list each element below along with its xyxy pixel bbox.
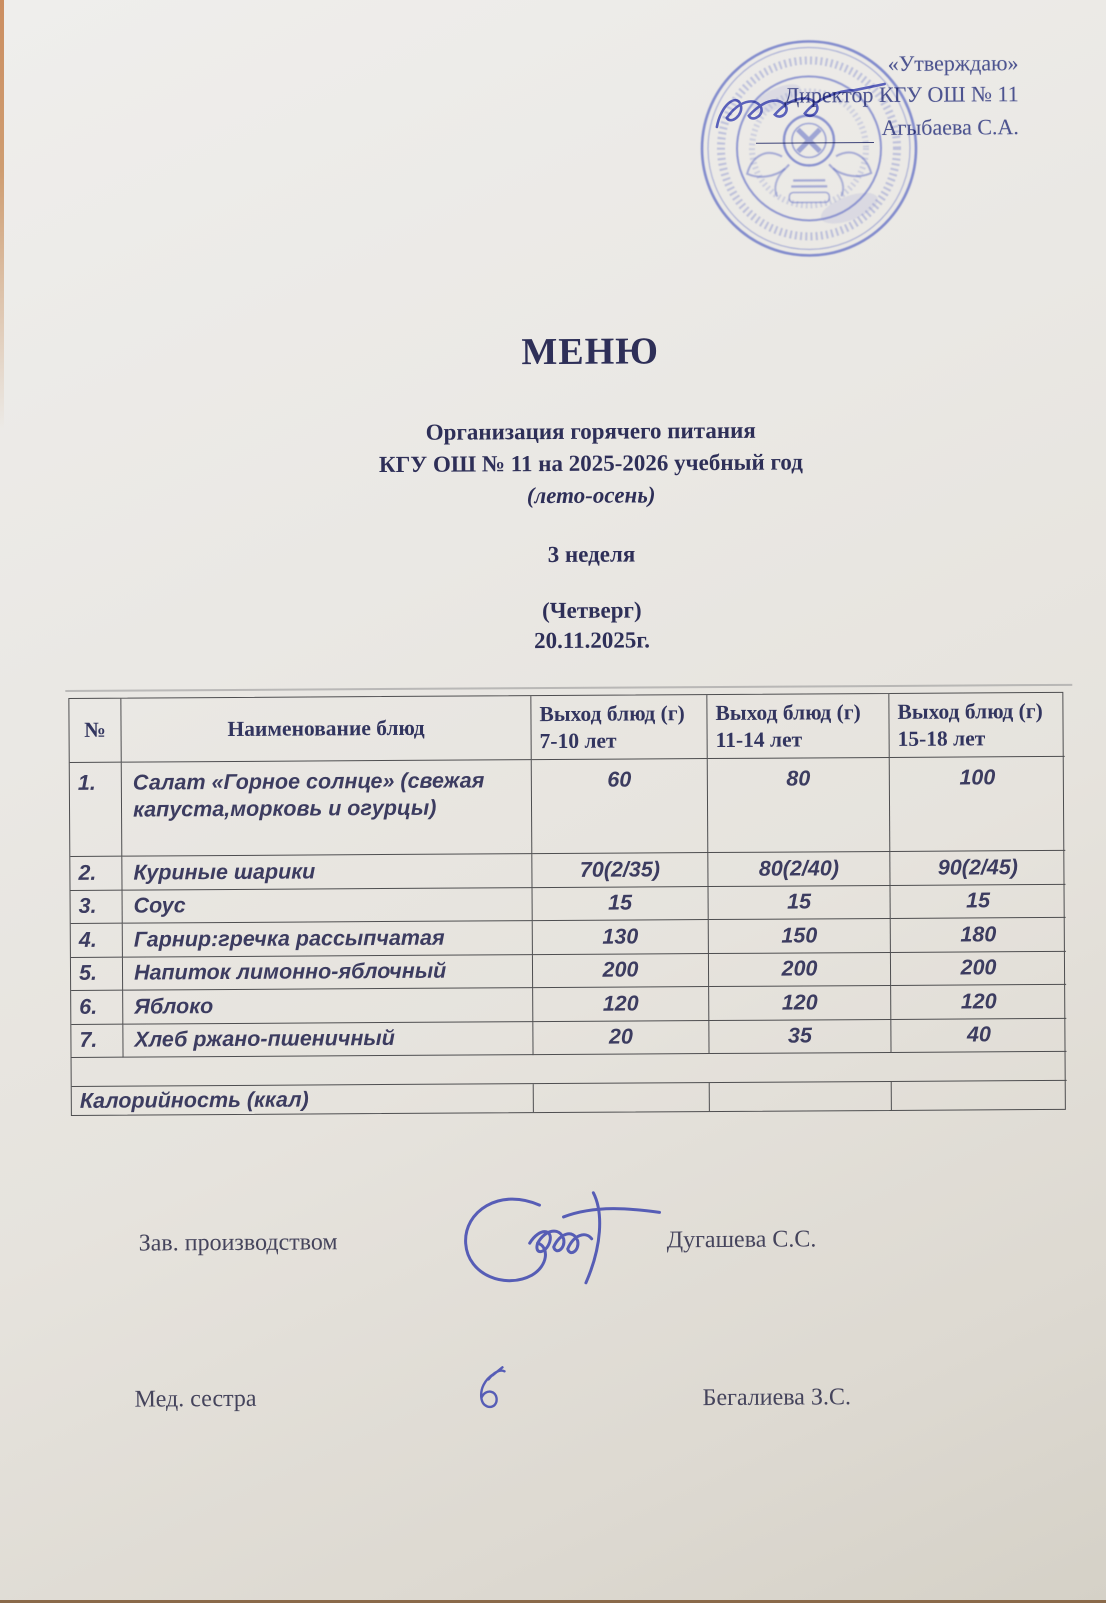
output-7-10: 200 — [533, 954, 709, 989]
director-title-line: Директор КГУ ОШ № 11 — [784, 81, 1019, 108]
output-11-14: 15 — [709, 885, 891, 920]
nurse-signature — [466, 1363, 510, 1419]
col-header-output-7-10: Выход блюд (г) 7-10 лет — [531, 695, 707, 760]
calories-7-10 — [534, 1083, 710, 1112]
production-manager-name: Дугашева С.С. — [666, 1226, 817, 1254]
output-15-18: 180 — [891, 918, 1066, 953]
dish-name: Хлеб ржано-пшеничный — [123, 1022, 533, 1058]
dish-name: Соус — [123, 888, 533, 924]
title-block — [76, 327, 1106, 659]
output-15-18: 120 — [891, 985, 1066, 1020]
output-15-18: 100 — [890, 757, 1066, 852]
dish-name: Напиток лимонно-яблочный — [123, 955, 533, 991]
output-11-14: 35 — [709, 1019, 891, 1054]
calories-15-18 — [892, 1081, 1067, 1110]
dish-name: Гарнир:гречка рассыпчатая — [123, 921, 533, 957]
director-signature — [709, 82, 894, 143]
official-round-stamp-icon — [688, 28, 929, 269]
output-11-14: 120 — [709, 986, 891, 1021]
output-15-18: 15 — [891, 884, 1066, 919]
output-15-18: 90(2/45) — [890, 851, 1065, 886]
output-11-14: 80 — [708, 758, 891, 853]
dish-name: Куриные шарики — [122, 854, 532, 890]
season-label: (лето-осень) — [526, 482, 656, 509]
output-11-14: 150 — [709, 919, 891, 954]
output-15-18: 40 — [891, 1018, 1066, 1053]
output-7-10: 70(2/35) — [532, 853, 708, 888]
row-number: 4. — [71, 924, 123, 958]
row-number: 7. — [71, 1024, 123, 1058]
menu-table — [68, 692, 1066, 1116]
output-7-10: 130 — [533, 920, 709, 955]
output-7-10: 120 — [533, 987, 709, 1022]
row-number: 5. — [71, 957, 123, 991]
col-header-dish-name: Наименование блюд — [121, 696, 531, 763]
calories-11-14 — [710, 1082, 892, 1111]
subtitle-line-2: КГУ ОШ № 11 на 2025-2026 учебный год — [378, 449, 803, 478]
output-15-18: 200 — [891, 951, 1066, 986]
page-title: МЕНЮ — [521, 330, 660, 374]
output-7-10: 20 — [533, 1021, 709, 1056]
output-7-10: 60 — [532, 759, 709, 854]
subtitle-line-1: Организация горячего питания — [425, 417, 756, 445]
row-number: 1. — [70, 763, 123, 857]
row-number: 2. — [70, 857, 122, 891]
director-name: Агыбаева С.А. — [881, 114, 1019, 140]
output-11-14: 200 — [709, 952, 891, 987]
output-11-14: 80(2/40) — [708, 852, 890, 887]
dish-name: Яблоко — [123, 988, 533, 1024]
production-manager-signature — [441, 1184, 672, 1300]
approval-label: «Утверждаю» — [887, 50, 1019, 76]
calories-label: Калорийность (ккал) — [72, 1084, 534, 1115]
nurse-role: Мед. сестра — [134, 1385, 257, 1413]
production-manager-role: Зав. производством — [138, 1229, 338, 1257]
col-header-output-15-18: Выход блюд (г) 15-18 лет — [889, 693, 1064, 758]
week-label: 3 неделя — [547, 541, 636, 568]
nurse-name: Бегалиева З.С. — [702, 1384, 852, 1412]
dish-name: Салат «Горное солнце» (свежая капуста,морковь и огурцы) — [122, 760, 533, 857]
col-header-output-11-14: Выход блюд (г) 11-14 лет — [707, 694, 889, 759]
row-number: 3. — [71, 890, 123, 924]
date-label: 20.11.2025г. — [534, 627, 650, 654]
col-header-number: № — [69, 699, 121, 763]
row-number: 6. — [71, 991, 123, 1025]
weekday-label: (Четверг) — [541, 597, 642, 624]
output-7-10: 15 — [533, 887, 709, 922]
